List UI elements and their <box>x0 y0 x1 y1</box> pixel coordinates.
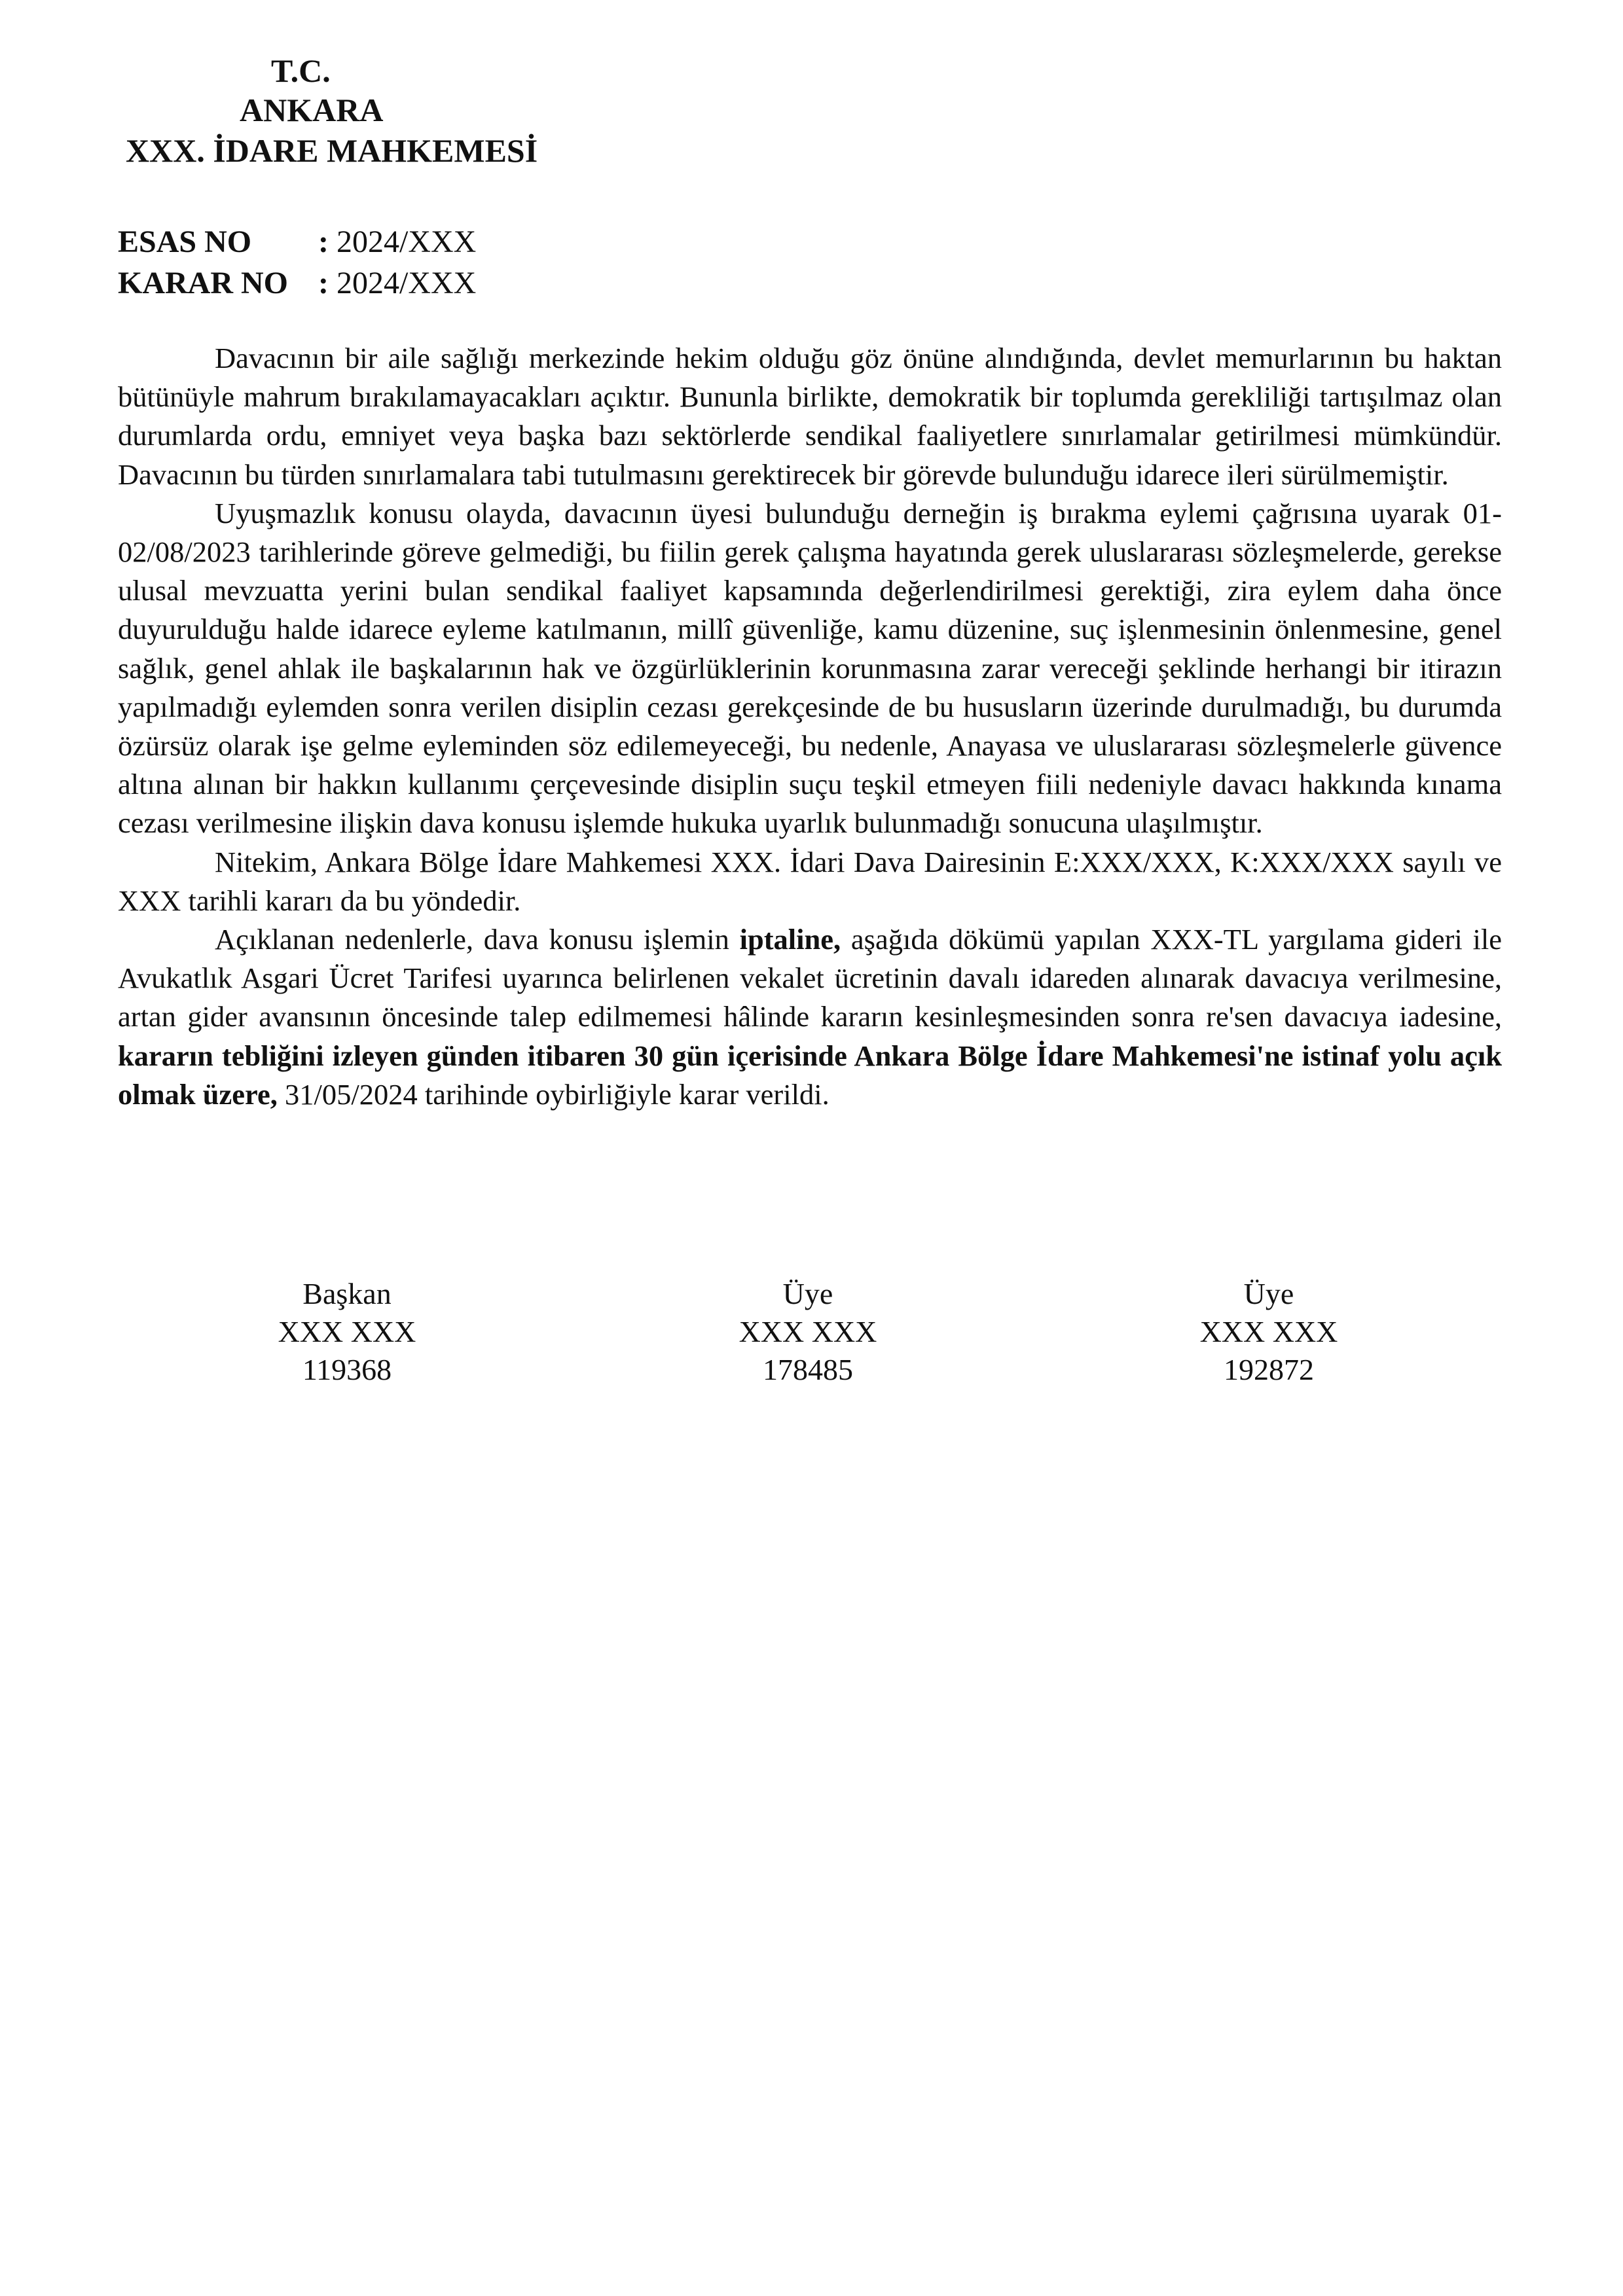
signature-name: XXX XXX <box>278 1315 416 1348</box>
signature-block-president <box>210 1275 484 1389</box>
decision-body <box>118 339 1502 1114</box>
decision-number-value: 2024/XXX <box>336 266 477 300</box>
paragraph-1: Davacının bir aile sağlığı merkezinde hekim olduğu göz önüne alındığında, devlet memurlarının bu haktan bütünüyle mahrum bırakılamayacakları açıktır. Bununla birlikte, demokratik bir toplumda gerekliliği tartışılmaz olan durumlarda ordu, emniyet veya başka bazı sektörlerde sendikal faaliyetlere sınırlamalar getirilmesi mümkündür. Davacının bu türden sınırlamalara tabi tutulmasını gerektirecek bir görevde bulunduğu idarece ileri sürülmemiştir. <box>118 342 1502 491</box>
signature-block-member-2 <box>1131 1275 1406 1389</box>
decision-number-label: KARAR NO <box>118 266 288 300</box>
paragraph-4-emphasis-annulment: iptaline, <box>739 923 841 956</box>
signature-number: 178485 <box>763 1353 853 1386</box>
signature-title: Üye <box>782 1277 833 1310</box>
signature-name: XXX XXX <box>1199 1315 1338 1348</box>
case-number-separator: : <box>318 224 329 259</box>
paragraph-4-text-a: Açıklanan nedenlerle, dava konusu işlemin <box>215 923 740 956</box>
decision-number-separator: : <box>318 266 329 300</box>
paragraph-4-emphasis-appeal: kararın tebliğini izleyen günden itibaren 30 gün içerisinde Ankara Bölge İdare Mahkemesi'ne istinaf yolu açık olmak üzere, <box>118 1039 1502 1111</box>
case-number-label: ESAS NO <box>118 224 252 259</box>
signature-block-member-1 <box>670 1275 945 1389</box>
header-court-name: XXX. İDARE MAHKEMESİ <box>126 132 538 169</box>
paragraph-4 <box>118 920 1502 1114</box>
case-number-value: 2024/XXX <box>336 224 477 259</box>
signature-title: Üye <box>1243 1277 1294 1310</box>
signature-title: Başkan <box>302 1277 392 1310</box>
header-city: ANKARA <box>240 92 384 128</box>
decision-number-row <box>118 264 476 303</box>
signature-name: XXX XXX <box>739 1315 877 1348</box>
paragraph-4-text-e: 31/05/2024 tarihinde oybirliğiyle karar verildi. <box>277 1077 830 1111</box>
signature-number: 119368 <box>302 1353 392 1386</box>
header-tc: T.C. <box>271 52 331 89</box>
paragraph-4-text-c: aşağıda dökümü yapılan XXX-TL yargılama gideri ile Avukatlık Asgari Ücret Tarifesi uyarınca belirlenen vekalet ücretinin davalı idareden alınarak davacıya verilmesine, artan gider avansının öncesinde talep edilmemesi hâlinde kararın kesinleşmesinden sonra re'sen davacıya iadesine, <box>118 923 1502 1033</box>
paragraph-3: Nitekim, Ankara Bölge İdare Mahkemesi XXX. İdari Dava Dairesinin E:XXX/XXX, K:XXX/XXX sayılı ve XXX tarihli kararı da bu yöndedir. <box>118 845 1502 917</box>
signature-number: 192872 <box>1224 1353 1314 1386</box>
paragraph-2: Uyuşmazlık konusu olayda, davacının üyesi bulunduğu derneğin iş bırakma eylemi çağrısına uyarak 01-02/08/2023 tarihlerinde göreve gelmediği, bu fiilin gerek çalışma hayatında gerek uluslararası sözleşmelerde, gerekse ulusal mevzuatta yerini bulan sendikal faaliyet kapsamında değerlendirilmesi gerektiği, zira eylem daha önce duyurulduğu halde idarece eyleme katılmanın, millî güvenliğe, kamu düzenine, suç işlenmesinin önlenmesine, genel sağlık, genel ahlak ile başkalarının hak ve özgürlüklerinin korunmasına zarar vereceği şeklinde herhangi bir itirazın yapılmadığı eylemden sonra verilen disiplin cezası gerekçesinde de bu hususların üzerinde durulmadığı, bu durumda özürsüz olarak işe gelme eyleminden söz edilemeyeceği, bu nedenle, Anayasa ve uluslararası sözleşmelerle güvence altına alınan bir hakkın kullanımı çerçevesinde disiplin suçu teşkil etmeyen fiili nedeniyle davacı hakkında kınama cezası verilmesine ilişkin dava konusu işlemde hukuka uyarlık bulunmadığı sonucuna ulaşılmıştır. <box>118 496 1502 840</box>
case-number-row <box>118 223 476 262</box>
